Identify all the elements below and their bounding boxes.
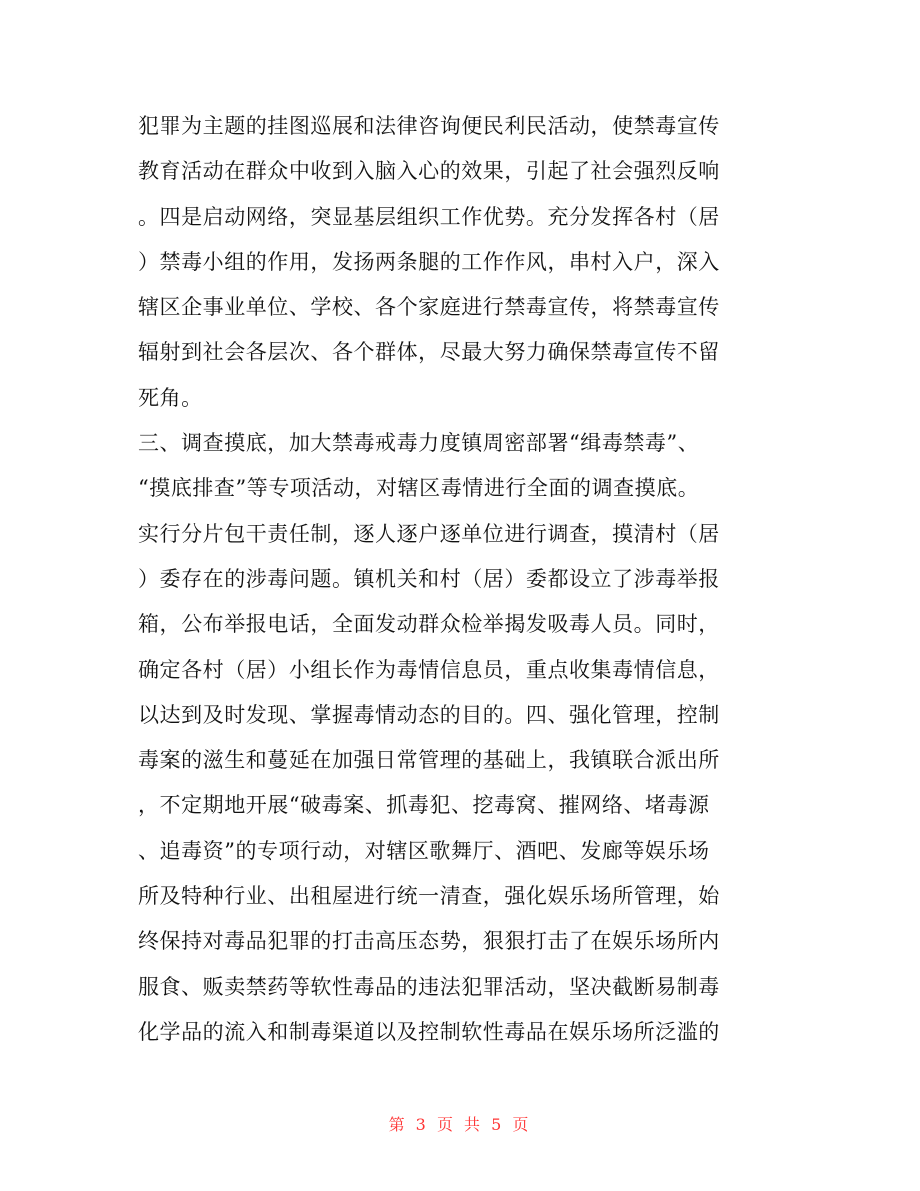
text-line: 终保持对毒品犯罪的打击高压态势，狠狠打击了在娱乐场所内 xyxy=(138,929,720,954)
text-line: ）委存在的涉毒问题。镇机关和村（居）委都设立了涉毒举报 xyxy=(138,566,720,591)
text-line: 以达到及时发现、掌握毒情动态的目的。四、强化管理，控制 xyxy=(138,702,720,727)
body-text xyxy=(138,104,788,1055)
text-line: 实行分片包干责任制，逐人逐户逐单位进行调查，摸清村（居 xyxy=(138,521,720,546)
text-line: 犯罪为主题的挂图巡展和法律咨询便民利民活动，使禁毒宣传 xyxy=(138,114,720,138)
text-line: 辐射到社会各层次、各个群体，尽最大努力确保禁毒宣传不留 xyxy=(138,340,720,365)
text-line: 辖区企事业单位、学校、各个家庭进行禁毒宣传，将禁毒宣传 xyxy=(138,295,720,320)
page-number-footer: 第 3 页 共 5 页 xyxy=(388,1115,532,1134)
text-line: “摸底排查”等专项活动，对辖区毒情进行全面的调查摸底。 xyxy=(138,476,700,501)
text-line: 三、调查摸底，加大禁毒戒毒力度镇周密部署“缉毒禁毒”、 xyxy=(138,431,700,456)
text-line: 化学品的流入和制毒渠道以及控制软性毒品在娱乐场所泛滥的 xyxy=(138,1019,720,1044)
text-line: 死角。 xyxy=(138,385,203,410)
text-line: 。四是启动网络，突显基层组织工作优势。充分发挥各村（居 xyxy=(138,204,720,229)
text-line: ）禁毒小组的作用，发扬两条腿的工作作风，串村入户，深入 xyxy=(138,249,720,274)
text-line: 箱，公布举报电话，全面发动群众检举揭发吸毒人员。同时， xyxy=(138,612,720,637)
text-line: 、追毒资”的专项行动，对辖区歌舞厅、酒吧、发廊等娱乐场 xyxy=(138,838,710,863)
text-line: 毒案的滋生和蔓延在加强日常管理的基础上，我镇联合派出所 xyxy=(138,748,720,773)
text-line: 教育活动在群众中收到入脑入心的效果，引起了社会强烈反响 xyxy=(138,159,720,184)
text-line: 确定各村（居）小组长作为毒情信息员，重点收集毒情信息， xyxy=(138,657,720,682)
text-line: ，不定期地开展“破毒案、抓毒犯、挖毒窝、摧网络、堵毒源 xyxy=(138,793,710,818)
text-line: 所及特种行业、出租屋进行统一清查，强化娱乐场所管理，始 xyxy=(138,884,720,909)
text-line: 服食、贩卖禁药等软性毒品的违法犯罪活动，坚决截断易制毒 xyxy=(138,974,720,999)
